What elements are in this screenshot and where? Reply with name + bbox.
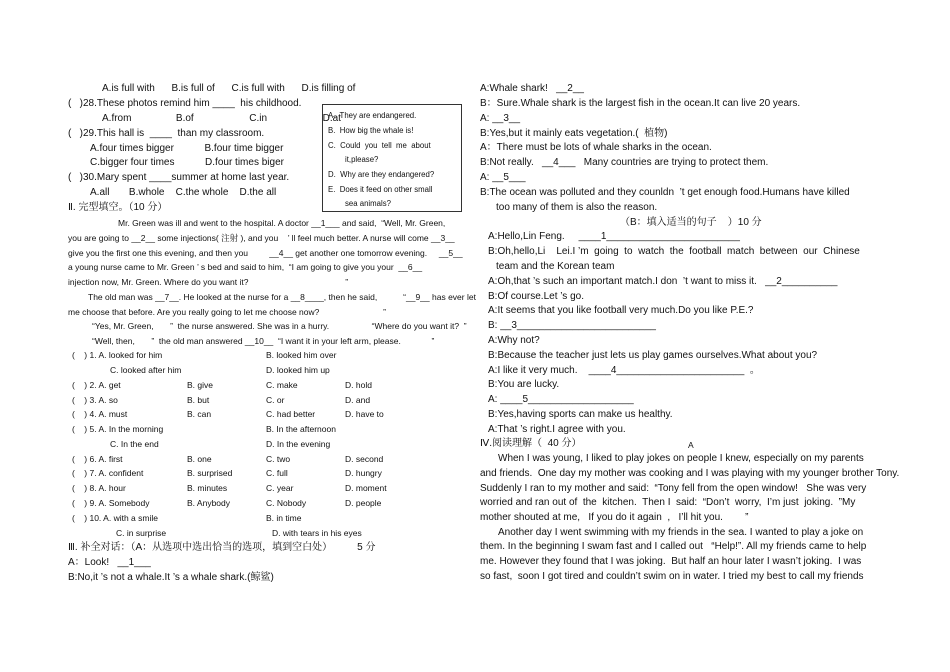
choice-row: C. In the end: [110, 439, 159, 449]
choice-c: C. full: [266, 468, 288, 478]
choice-b: B. surprised: [187, 468, 233, 478]
dialogue-line: A：Look! __1___: [68, 557, 151, 568]
choice-b: B. give: [187, 380, 213, 390]
reading-line: Suddenly I ran to my mother and said: “Tony fell from the open window! She was very: [480, 483, 867, 494]
reading-passage-label: A: [688, 440, 694, 450]
option-d: D. Why are they endangered?: [328, 170, 435, 179]
choice-c: C. had better: [266, 409, 316, 419]
choice-row: C. in surprise: [116, 528, 167, 538]
choice-b: B. but: [187, 395, 210, 405]
choice-b: B. Anybody: [187, 498, 231, 508]
dialogue-line: A：There must be lots of whale sharks in the ocean.: [480, 142, 712, 153]
dialogue-b-line: A:That ’s right.I agree with you.: [488, 424, 626, 435]
choice-d: D. hungry: [345, 468, 382, 478]
choice-c: C. or: [266, 395, 285, 405]
passage-line: give you the first one this evening, and then you __4__ get another one tomorrow evening. __5__: [68, 248, 463, 258]
choice-b: B. in time: [266, 513, 302, 523]
choice-b: B. In the afternoon: [266, 424, 336, 434]
section-2-title: Ⅱ. 完型填空。（10 分）: [68, 202, 168, 213]
option-b: B. How big the whale is!: [328, 126, 414, 135]
q29-stem: ( )29.This hall is ____ than my classroom.: [68, 128, 265, 139]
dialogue-b-line: B:Oh,hello,Li Lei.I ’m going to watch the football match between our Chinese: [488, 246, 860, 257]
dialogue-options-box: [322, 104, 462, 212]
choice-row: ( ) 9. A. Somebody: [72, 498, 150, 508]
option-e: E. Does it feed on other small: [328, 185, 433, 194]
choice-row: ( ) 3. A. so: [72, 395, 118, 405]
choice-c: C. two: [266, 454, 291, 464]
choice-row: ( ) 2. A. get: [72, 380, 121, 390]
dialogue-line: B:The ocean was polluted and they counldn ’t get enough food.Humans have killed: [480, 187, 850, 198]
choice-row: C. looked after him: [110, 365, 182, 375]
choice-row: ( ) 8. A. hour: [72, 483, 126, 493]
reading-line: When I was young, I liked to play jokes on people I knew, especially on my parents: [498, 453, 864, 464]
choice-c: C. make: [266, 380, 298, 390]
dialogue-b-line: A:Oh,that ’s such an important match.I don ’t want to miss it. __2__________: [488, 276, 838, 287]
choice-b: B. minutes: [187, 483, 228, 493]
reading-line: them. In the beginning I swam fast and I called out “Help!”. All my friends came to help: [480, 541, 867, 552]
reading-line: so fast, soon I got tired and couldn’t swim on in water. I tried my best to call my friends: [480, 571, 864, 582]
section-3b-title: （B：填入适当的句子 ）10 分: [620, 217, 762, 228]
choice-d: D. people: [345, 498, 382, 508]
choice-d: D. have to: [345, 409, 384, 419]
q29-options-row1: A.four times bigger B.four time bigger: [90, 143, 284, 154]
dialogue-line: too many of them is also the reason.: [496, 202, 658, 213]
q30-stem: ( )30.Mary spent ____summer at home last year.: [68, 172, 290, 183]
passage-line: The old man was __7__. He looked at the nurse for a __8____, then he said, “__9__ has ever let: [88, 292, 476, 302]
dialogue-b-line: A:It seems that you like football very much.Do you like P.E.?: [488, 305, 754, 316]
choice-row: ( ) 7. A. confident: [72, 468, 144, 478]
section-4-title: Ⅳ.阅读理解（ 40 分）: [480, 438, 582, 449]
q30-options: A.all B.whole C.the whole D.the all: [90, 187, 277, 198]
reading-line: and friends. One day my mother was cooking and I was playing with my younger brother Tony.: [480, 468, 900, 479]
dialogue-b-line: A: ____5___________________: [488, 394, 634, 405]
choice-row: ( ) 4. A. must: [72, 409, 128, 419]
choice-d: D. second: [345, 454, 384, 464]
choice-b: B. can: [187, 409, 212, 419]
choice-b: D. with tears in his eyes: [272, 528, 362, 538]
dialogue-b-line: B:Because the teacher just lets us play games ourselves.What about you?: [488, 350, 818, 361]
dialogue-b-line: A:Why not?: [488, 335, 540, 346]
dialogue-line: B:Yes,but it mainly eats vegetation.( 植物): [480, 128, 668, 139]
dialogue-b-line: B: __3_________________________: [488, 320, 656, 331]
choice-d: D. hold: [345, 380, 372, 390]
dialogue-b-line: B:Of course.Let ’s go.: [488, 291, 584, 302]
reading-line: Another day I went swimming with my friends in the sea. I wanted to play a joke on: [498, 527, 864, 538]
choice-c: C. Nobody: [266, 498, 307, 508]
choice-row: ( ) 5. A. In the morning: [72, 424, 164, 434]
reading-line: mother shouted at me, If you do it again , I’ll hit you. ”: [480, 512, 749, 523]
q28-stem: ( )28.These photos remind him ____ his childhood.: [68, 98, 302, 109]
q27-options: A.is full with B.is full of C.is full with D.is filling of: [102, 83, 356, 94]
choice-b: B. looked him over: [266, 350, 337, 360]
dialogue-b-line: A:I like it very much. ____4_______________________ 。: [488, 365, 760, 376]
passage-line: me choose that before. Are you really going to let me choose now? ”: [68, 307, 386, 317]
dialogue-b-line: team and the Korean team: [496, 261, 615, 272]
choice-row: ( ) 10. A. with a smile: [72, 513, 158, 523]
dialogue-line: B：Sure.Whale shark is the largest fish in the ocean.It can live 20 years.: [480, 98, 801, 109]
dialogue-line: B:No,it ’s not a whale.It ’s a whale shark.(鲸鲨): [68, 572, 274, 583]
dialogue-line: A: __5___: [480, 172, 526, 183]
choice-d: D. moment: [345, 483, 387, 493]
choice-c: C. year: [266, 483, 294, 493]
option-e-cont: sea animals?: [345, 199, 391, 208]
dialogue-line: B:Not really. __4___ Many countries are trying to protect them.: [480, 157, 769, 168]
choice-b: B. one: [187, 454, 212, 464]
dialogue-b-line: B:Yes,having sports can make us healthy.: [488, 409, 673, 420]
passage-line: “Well, then, ” the old man answered __10__ “I want it in your left arm, please. ”: [92, 336, 435, 346]
reading-line: me. However they found that I was joking. But half an hour later I wasn’t joking. I was: [480, 556, 862, 567]
choice-d: D. and: [345, 395, 371, 405]
dialogue-b-line: B:You are lucky.: [488, 379, 560, 390]
q29-options-row2: C.bigger four times D.four times biger: [90, 157, 284, 168]
option-c: C. Could you tell me about: [328, 141, 431, 150]
choice-row: ( ) 6. A. first: [72, 454, 123, 464]
choice-b: D. In the evening: [266, 439, 331, 449]
passage-line: a young nurse came to Mr. Green ’ s bed and said to him, “I am going to give you your __6__: [68, 262, 423, 272]
passage-line: Mr. Green was ill and went to the hospital. A doctor __1___ and said, “Well, Mr. Green,: [118, 218, 446, 228]
reading-line: worried and ran out of the kitchen. Then I said: “Don’t worry, I’m just joking. ”My: [480, 497, 856, 508]
dialogue-line: A: __3__: [480, 113, 521, 124]
dialogue-line: A:Whale shark! __2__: [480, 83, 584, 94]
choice-row: ( ) 1. A. looked for him: [72, 350, 163, 360]
option-c-cont: it,please?: [345, 155, 379, 164]
passage-line: you are going to __2__ some injections( 注射 ), and you ’ ll feel much better. A nurse will come __3__: [68, 233, 455, 243]
section-3-title: Ⅲ. 补全对话：（A：从选项中选出恰当的选项，填到空白处） 5 分: [68, 542, 376, 553]
passage-line: injection now, Mr. Green. Where do you want it? ”: [68, 277, 349, 287]
dialogue-b-line: A:Hello,Lin Feng. ____1________________________: [488, 231, 740, 242]
choice-b: D. looked him up: [266, 365, 330, 375]
option-a: A. They are endangered.: [328, 111, 417, 120]
q28-options: A.from B.of C.in D.at: [102, 113, 341, 124]
passage-line: “Yes, Mr. Green, ” the nurse answered. She was in a hurry. “Where do you want it? ”: [92, 321, 467, 331]
